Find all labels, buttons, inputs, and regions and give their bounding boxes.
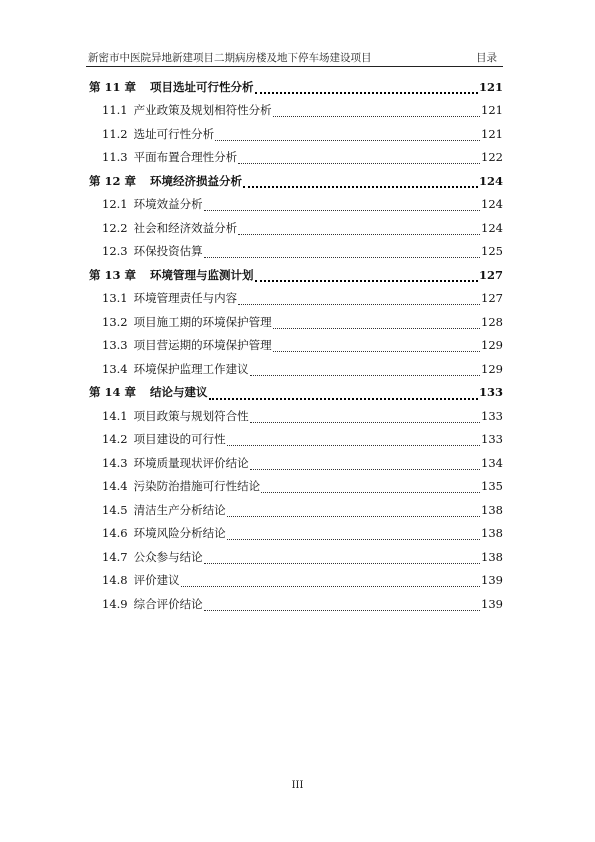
toc-dot-leader	[215, 129, 480, 141]
toc-entry-number: 第 14 章	[89, 385, 137, 400]
toc-entry-number: 14.2	[102, 432, 128, 447]
toc-entry-title: 环境管理与监测计划	[150, 267, 254, 282]
toc-dot-leader	[261, 481, 480, 493]
toc-entry-page: 121	[478, 79, 503, 94]
toc-entry-number: 14.3	[102, 455, 128, 470]
toc-dot-leader	[227, 528, 480, 540]
toc-entry-page: 125	[481, 244, 503, 259]
toc-section-entry[interactable]	[89, 146, 503, 170]
toc-dot-leader	[204, 246, 480, 258]
toc-section-entry[interactable]	[89, 216, 503, 240]
toc-section-entry[interactable]	[89, 357, 503, 381]
toc-entry-page: 127	[481, 291, 503, 306]
toc-entry-title: 环境质量现状评价结论	[133, 455, 249, 470]
toc-dot-leader	[227, 434, 480, 446]
toc-entry-number: 13.4	[102, 361, 128, 376]
toc-entry-title: 环保投资估算	[133, 244, 203, 259]
toc-chapter-entry[interactable]	[89, 381, 503, 405]
toc-dot-leader	[255, 269, 478, 282]
toc-entry-number: 12.3	[102, 244, 128, 259]
toc-section-entry[interactable]	[89, 592, 503, 616]
toc-entry-page: 133	[481, 432, 503, 447]
toc-entry-title: 环境风险分析结论	[133, 526, 226, 541]
toc-entry-page: 127	[478, 267, 503, 282]
toc-entry-title: 环境效益分析	[133, 197, 203, 212]
toc-entry-title: 社会和经济效益分析	[133, 220, 238, 235]
page-header	[88, 50, 501, 66]
toc-entry-number: 12.2	[102, 220, 128, 235]
toc-section-entry[interactable]	[89, 498, 503, 522]
toc-entry-title: 结论与建议	[150, 385, 208, 400]
toc-entry-page: 121	[481, 103, 503, 118]
toc-entry-number: 14.8	[102, 573, 128, 588]
toc-dot-leader	[250, 364, 480, 376]
toc-dot-leader	[238, 152, 480, 164]
toc-section-entry[interactable]	[89, 310, 503, 334]
toc-chapter-entry[interactable]	[89, 75, 503, 99]
toc-dot-leader	[204, 552, 480, 564]
toc-dot-leader	[250, 411, 480, 423]
toc-entry-title: 项目营运期的环境保护管理	[133, 338, 272, 353]
toc-entry-title: 环境经济损益分析	[150, 173, 243, 188]
toc-chapter-entry[interactable]	[89, 263, 503, 287]
toc-section-entry[interactable]	[89, 334, 503, 358]
toc-entry-title: 选址可行性分析	[133, 126, 215, 141]
toc-entry-title: 平面布置合理性分析	[133, 150, 238, 165]
table-of-contents	[89, 75, 503, 616]
toc-entry-title: 项目施工期的环境保护管理	[133, 314, 272, 329]
toc-entry-page: 139	[481, 573, 503, 588]
toc-section-entry[interactable]	[89, 404, 503, 428]
toc-entry-title: 污染防治措施可行性结论	[133, 479, 261, 494]
toc-entry-number: 14.4	[102, 479, 128, 494]
toc-entry-number: 14.1	[102, 408, 128, 423]
page-number: III	[291, 780, 304, 791]
toc-entry-title: 清洁生产分析结论	[133, 502, 226, 517]
toc-entry-title: 公众参与结论	[133, 549, 203, 564]
toc-entry-number: 13.2	[102, 314, 128, 329]
toc-entry-page: 121	[481, 126, 503, 141]
toc-dot-leader	[238, 293, 480, 305]
toc-section-entry[interactable]	[89, 240, 503, 264]
toc-dot-leader	[255, 81, 478, 94]
toc-dot-leader	[243, 175, 478, 188]
toc-dot-leader	[181, 575, 480, 587]
toc-section-entry[interactable]	[89, 522, 503, 546]
toc-entry-number: 14.5	[102, 502, 128, 517]
toc-entry-number: 14.9	[102, 596, 128, 611]
toc-entry-number: 第 13 章	[89, 267, 137, 282]
toc-entry-number: 13.1	[102, 291, 128, 306]
toc-entry-number: 11.2	[102, 126, 128, 141]
toc-entry-page: 138	[481, 502, 503, 517]
toc-entry-title: 环境管理责任与内容	[133, 291, 238, 306]
toc-entry-page: 134	[481, 455, 503, 470]
toc-entry-page: 128	[481, 314, 503, 329]
toc-dot-leader	[238, 223, 480, 235]
toc-section-entry[interactable]	[89, 451, 503, 475]
toc-entry-title: 项目建设的可行性	[133, 432, 226, 447]
toc-section-entry[interactable]	[89, 545, 503, 569]
toc-entry-page: 133	[481, 408, 503, 423]
toc-dot-leader	[204, 199, 480, 211]
toc-entry-number: 11.3	[102, 150, 128, 165]
toc-chapter-entry[interactable]	[89, 169, 503, 193]
toc-entry-title: 项目政策与规划符合性	[133, 408, 249, 423]
toc-dot-leader	[227, 505, 480, 517]
toc-entry-page: 124	[481, 220, 503, 235]
toc-entry-number: 11.1	[102, 103, 128, 118]
toc-entry-title: 评价建议	[133, 573, 180, 588]
toc-entry-page: 122	[481, 150, 503, 165]
toc-entry-page: 124	[478, 173, 503, 188]
toc-entry-title: 产业政策及规划相符性分析	[133, 103, 272, 118]
toc-entry-page: 135	[481, 479, 503, 494]
toc-entry-page: 138	[481, 549, 503, 564]
toc-entry-number: 14.6	[102, 526, 128, 541]
toc-dot-leader	[273, 317, 480, 329]
toc-entry-page: 129	[481, 338, 503, 353]
toc-entry-page: 139	[481, 596, 503, 611]
toc-entry-title: 环境保护监理工作建议	[133, 361, 249, 376]
toc-section-entry[interactable]	[89, 122, 503, 146]
toc-entry-page: 129	[481, 361, 503, 376]
toc-dot-leader	[273, 340, 480, 352]
toc-dot-leader	[209, 387, 478, 400]
toc-entry-number: 13.3	[102, 338, 128, 353]
toc-dot-leader	[273, 105, 480, 117]
toc-section-entry[interactable]	[89, 99, 503, 123]
toc-entry-number: 12.1	[102, 197, 128, 212]
toc-section-entry[interactable]	[89, 193, 503, 217]
toc-section-entry[interactable]	[89, 569, 503, 593]
toc-entry-number: 第 12 章	[89, 173, 137, 188]
toc-entry-page: 124	[481, 197, 503, 212]
header-divider	[86, 66, 503, 67]
toc-entry-number: 14.7	[102, 549, 128, 564]
toc-dot-leader	[250, 458, 480, 470]
toc-section-entry[interactable]	[89, 475, 503, 499]
toc-section-entry[interactable]	[89, 287, 503, 311]
toc-entry-page: 138	[481, 526, 503, 541]
header-section-label: 目录	[476, 52, 497, 64]
header-document-title: 新密市中医院异地新建项目二期病房楼及地下停车场建设项目	[88, 52, 372, 64]
toc-entry-title: 综合评价结论	[133, 596, 203, 611]
toc-entry-page: 133	[478, 385, 503, 400]
toc-entry-number: 第 11 章	[89, 79, 137, 94]
toc-section-entry[interactable]	[89, 428, 503, 452]
toc-entry-title: 项目选址可行性分析	[150, 79, 254, 94]
toc-dot-leader	[204, 599, 480, 611]
